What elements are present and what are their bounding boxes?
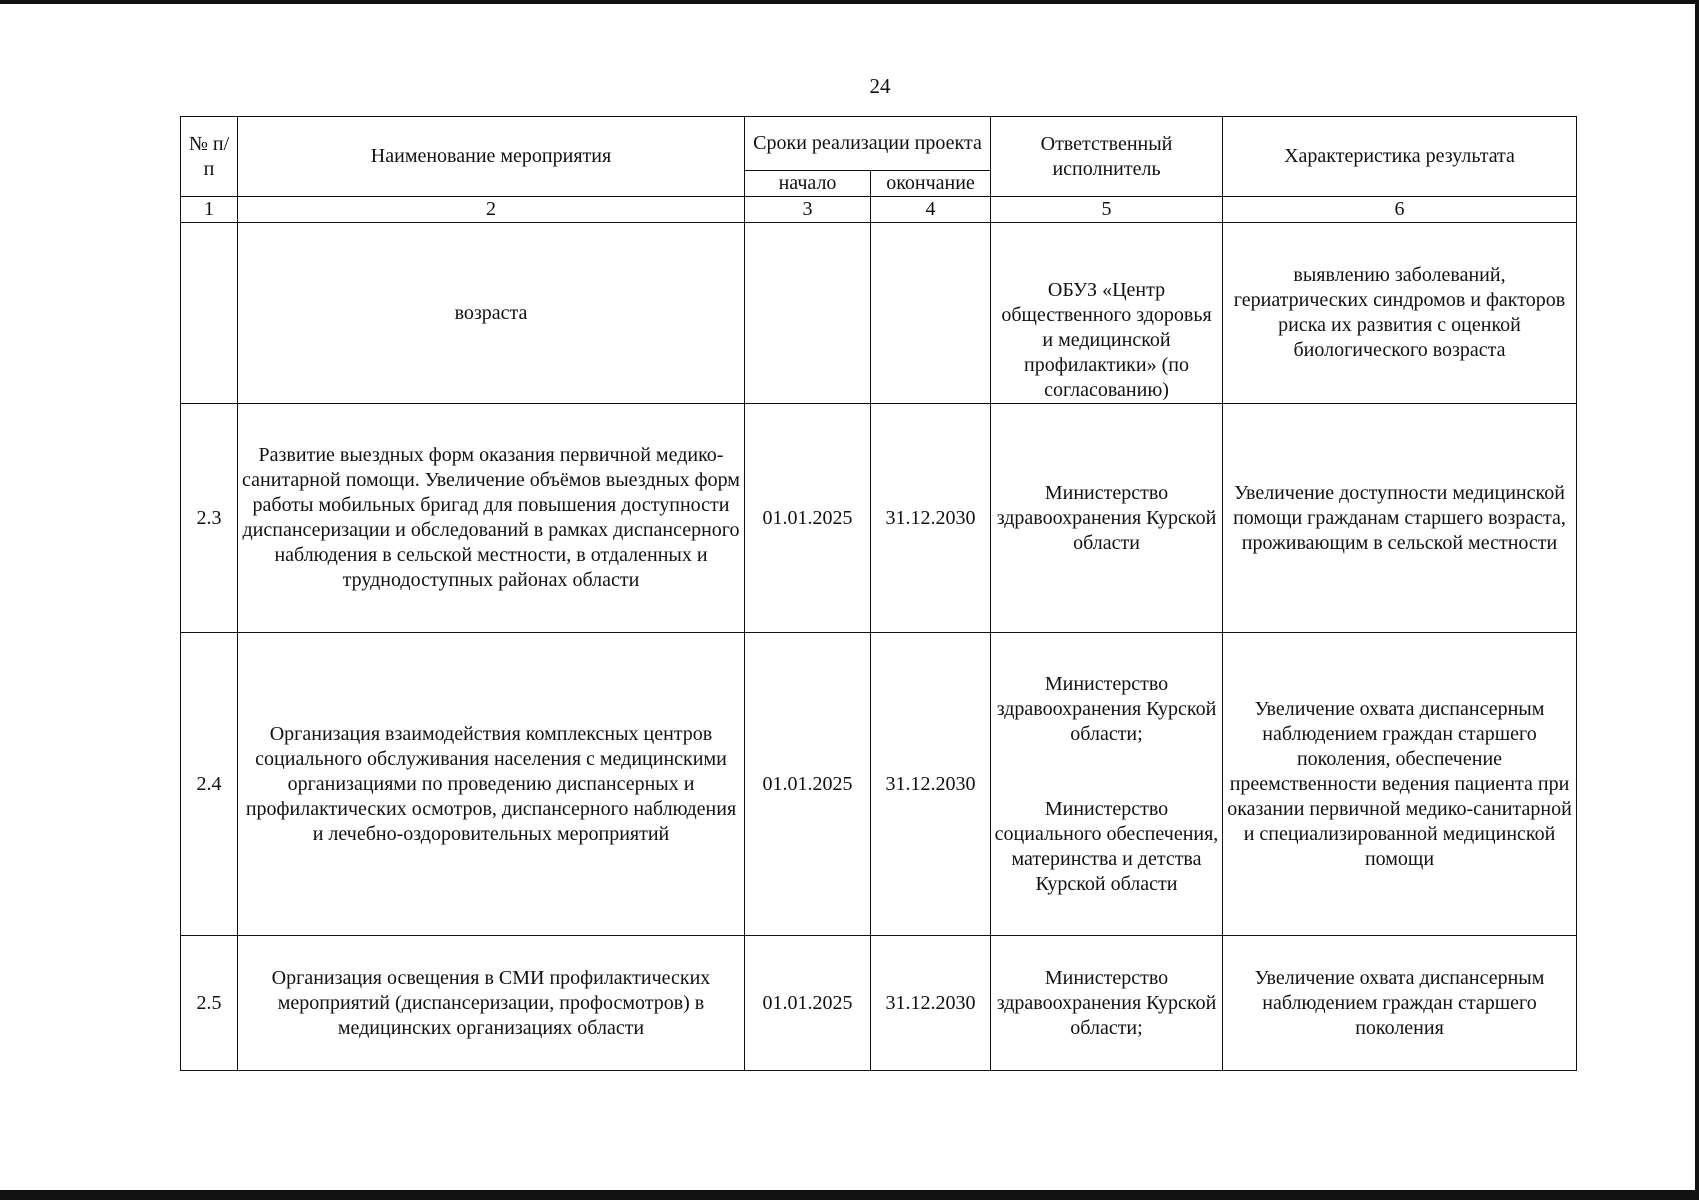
column-number: 2 bbox=[238, 197, 745, 223]
row-result: Увеличение охвата диспансерным наблюдением граждан старшего поколения, обеспечение преемственности ведения пациента при оказании первичной медико-санитарной и специализированной медицинской помощи bbox=[1223, 633, 1577, 936]
table-header-row bbox=[181, 117, 1577, 171]
column-number: 3 bbox=[745, 197, 871, 223]
page-number: 24 bbox=[869, 74, 891, 98]
header-end: окончание bbox=[871, 171, 991, 197]
header-responsible: Ответственный исполнитель bbox=[991, 117, 1223, 197]
row-num: 2.5 bbox=[181, 936, 238, 1071]
row-result: Увеличение доступности медицинской помощи гражданам старшего возраста, проживающим в сельской местности bbox=[1223, 404, 1577, 633]
row-start: 01.01.2025 bbox=[745, 936, 871, 1071]
header-result: Характеристика результата bbox=[1223, 117, 1577, 197]
header-num: № п/п bbox=[181, 117, 238, 197]
column-number: 4 bbox=[871, 197, 991, 223]
row-responsible-second: Министерство социального обеспечения, материнства и детства Курской области bbox=[994, 797, 1219, 895]
column-number-row bbox=[181, 197, 1577, 223]
row-end: 31.12.2030 bbox=[871, 936, 991, 1071]
activities-table bbox=[180, 116, 1577, 1071]
row-num: 2.3 bbox=[181, 404, 238, 633]
table-row bbox=[181, 404, 1577, 633]
row-responsible: Министерство здравоохранения Курской области bbox=[991, 404, 1223, 633]
row-result: Увеличение охвата диспансерным наблюдением граждан старшего поколения bbox=[1223, 936, 1577, 1071]
row-responsible: Министерство здравоохранения Курской области; bbox=[991, 936, 1223, 1071]
column-number: 5 bbox=[991, 197, 1223, 223]
row-end: 31.12.2030 bbox=[871, 633, 991, 936]
scan-border-bottom bbox=[0, 1190, 1699, 1200]
row-name: Организация взаимодействия комплексных центров социального обслуживания населения с медицинскими организациями по проведению диспансерных и профилактических осмотров, диспансерного наблюдения и лечебно-оздоровительных мероприятий bbox=[238, 633, 745, 936]
row-num bbox=[181, 223, 238, 404]
row-num: 2.4 bbox=[181, 633, 238, 936]
row-end bbox=[871, 223, 991, 404]
row-responsible: Министерство здравоохранения Курской области; bbox=[996, 672, 1217, 745]
row-start: 01.01.2025 bbox=[745, 633, 871, 936]
column-number: 1 bbox=[181, 197, 238, 223]
row-result: выявлению заболеваний, гериатрических синдромов и факторов риска их развития с оценкой биологического возраста bbox=[1223, 223, 1577, 404]
row-responsible: ОБУЗ «Центр общественного здоровья и медицинской профилактики» (по согласованию) bbox=[991, 223, 1223, 404]
column-number: 6 bbox=[1223, 197, 1577, 223]
table-row bbox=[181, 223, 1577, 404]
row-name: Организация освещения в СМИ профилактических мероприятий (диспансеризации, профосмотров) в медицинских организациях области bbox=[238, 936, 745, 1071]
row-responsible-cell bbox=[991, 633, 1223, 936]
table-row bbox=[181, 633, 1577, 936]
header-name: Наименование мероприятия bbox=[238, 117, 745, 197]
scan-border-right bbox=[1695, 0, 1699, 1200]
header-terms: Сроки реализации проекта bbox=[745, 117, 991, 171]
row-name: Развитие выездных форм оказания первичной медико-санитарной помощи. Увеличение объёмов выездных форм работы мобильных бригад для повышения доступности диспансеризации и обследований в рамках диспансерного наблюдения в сельской местности, в отдаленных и труднодоступных районах области bbox=[238, 404, 745, 633]
row-start bbox=[745, 223, 871, 404]
row-end: 31.12.2030 bbox=[871, 404, 991, 633]
responsible-spacer bbox=[994, 747, 1219, 797]
table-row bbox=[181, 936, 1577, 1071]
scan-border-top bbox=[0, 0, 1699, 4]
row-start: 01.01.2025 bbox=[745, 404, 871, 633]
header-start: начало bbox=[745, 171, 871, 197]
row-name: возраста bbox=[238, 223, 745, 404]
